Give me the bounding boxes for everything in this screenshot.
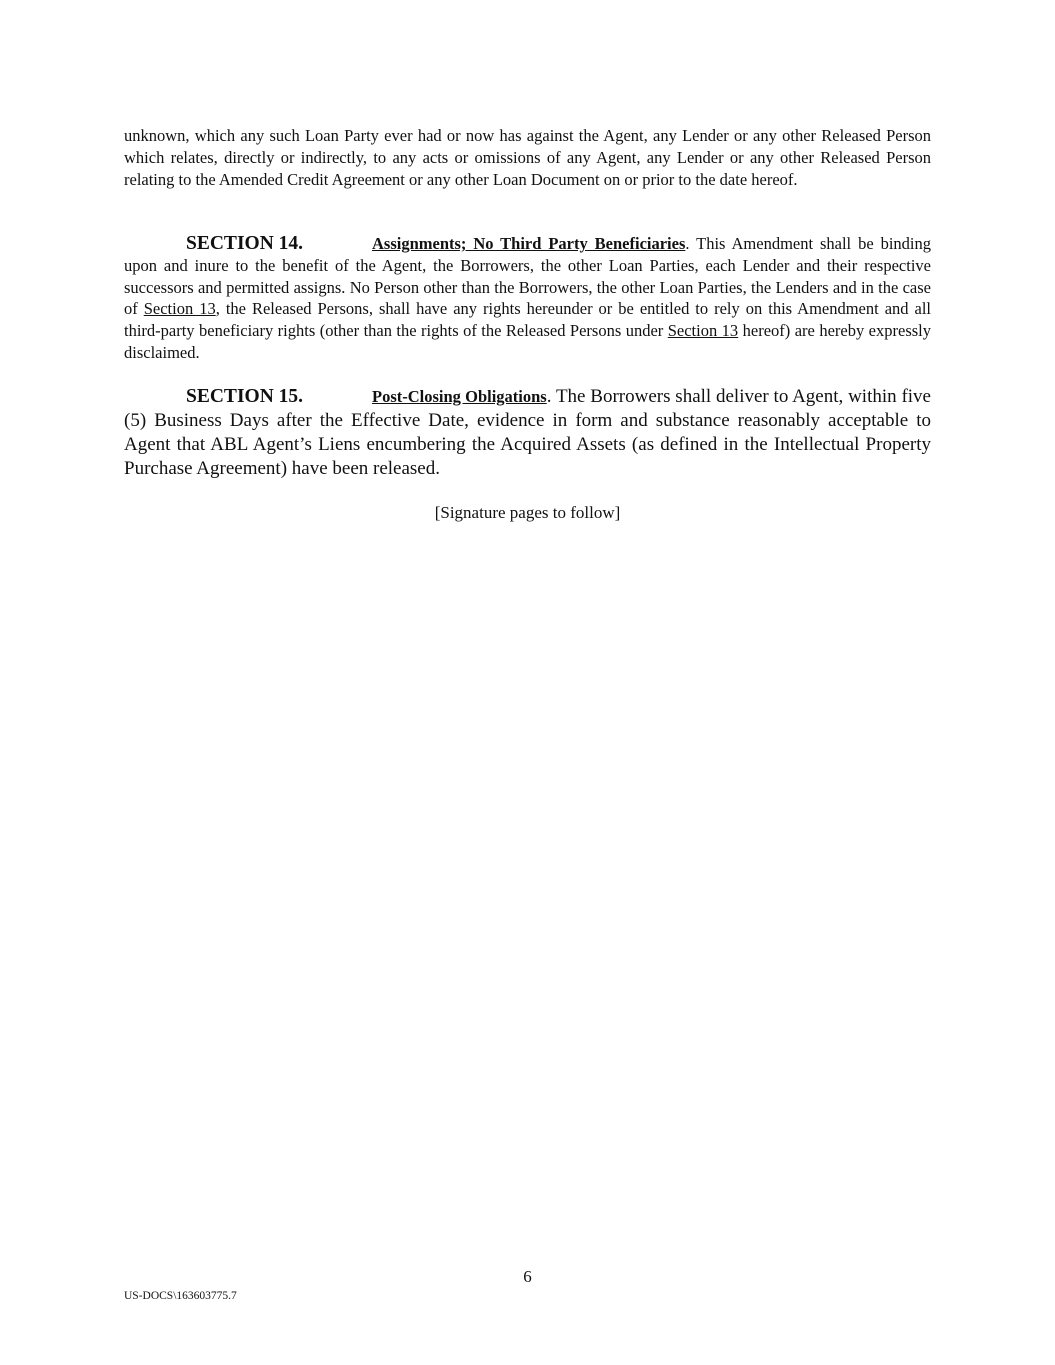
page-number: 6 bbox=[523, 1267, 532, 1286]
section-15-heading-period: . bbox=[546, 386, 552, 407]
intro-paragraph bbox=[124, 125, 931, 190]
section-14-reference-1: Section 13 bbox=[143, 299, 216, 319]
section-15-heading: Post-Closing Obligations bbox=[372, 387, 547, 406]
section-14-number: SECTION 14. bbox=[186, 233, 304, 254]
section-15-paragraph bbox=[124, 385, 931, 481]
section-15-number: SECTION 15. bbox=[186, 386, 304, 407]
section-14-heading: Assignments; No Third Party Beneficiaries bbox=[372, 234, 686, 253]
document-id: US-DOCS\163603775.7 bbox=[124, 1290, 237, 1302]
intro-text: unknown, which any such Loan Party ever had or now has against the Agent, any Lender or any other Released Person which relates, directly or indirectly, to any acts or omissions of any Agent, any Lender or any other Released Person relating to the Amended Credit Agreement or any other Loan Document on or prior to the date hereof. bbox=[124, 126, 931, 189]
section-15-text: The Borrowers shall deliver to Agent, within five (5) Business Days after the Effective Date, evidence in form and substance reasonably acceptable to Agent that ABL Agent’s Liens encumbering the Acquired Assets (as defined in the Intellectual Property Purchase Agreement) have been released. bbox=[124, 386, 931, 479]
section-14-paragraph bbox=[124, 233, 931, 364]
section-14-text-3: hereof) are hereby expressly disclaimed. bbox=[124, 321, 931, 362]
section-14-text-1: This Amendment shall be binding upon and inure to the benefit of the Agent, the Borrowers, the other Loan Parties, each Lender and their respective successors and permitted assigns. No Person other than the Borrowers, the other Loan Parties, the Lenders and in the case of bbox=[124, 234, 931, 319]
signature-note: [Signature pages to follow] bbox=[434, 503, 621, 522]
section-14-reference-2: Section 13 bbox=[667, 321, 739, 341]
section-14-text-2: , the Released Persons, shall have any rights hereunder or be entitled to rely on this Amendment and all third-party beneficiary rights (other than the rights of the Released Persons under bbox=[124, 299, 931, 341]
section-14-heading-period: . bbox=[685, 234, 690, 253]
